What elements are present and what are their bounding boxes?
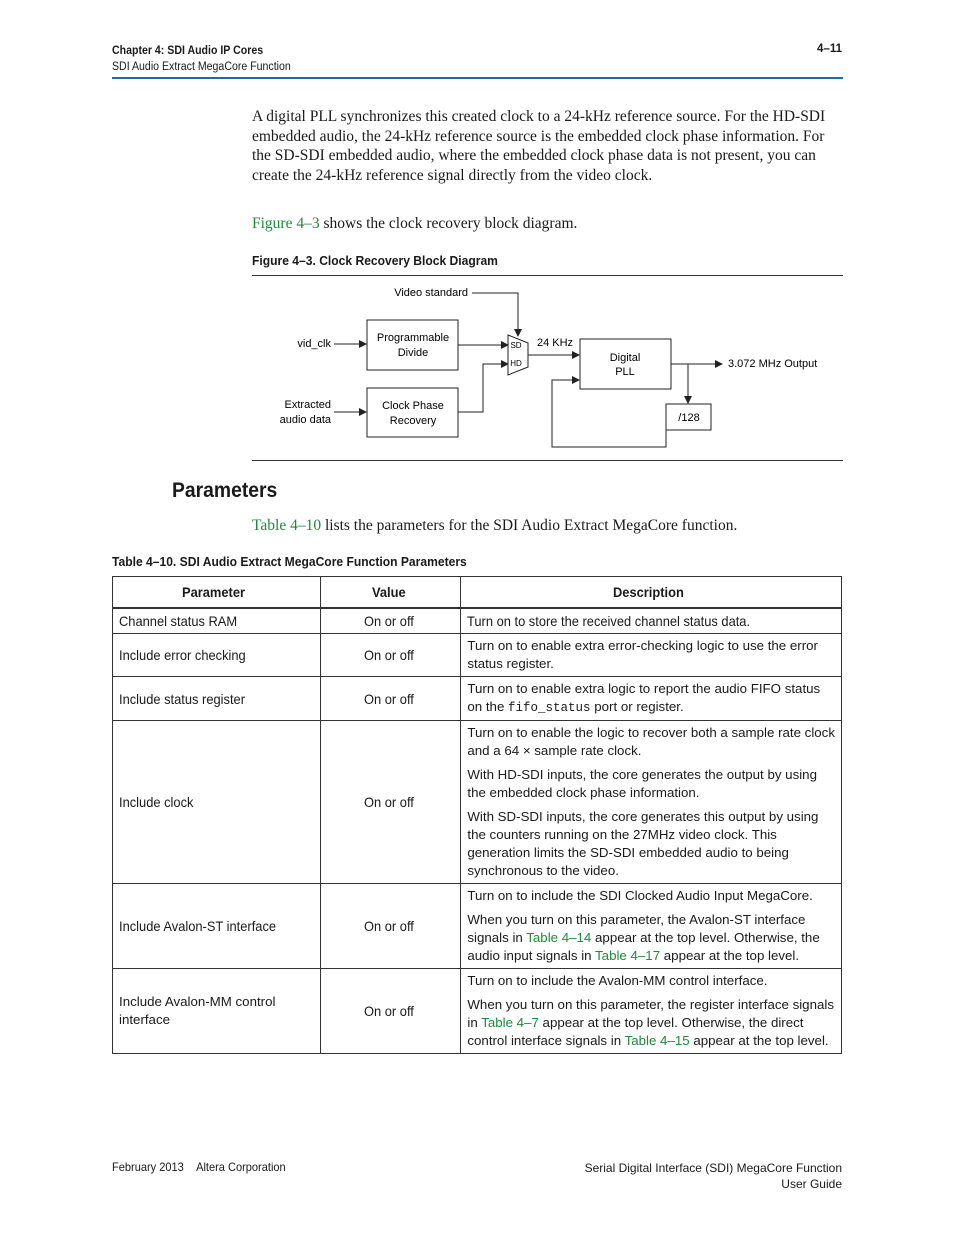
param-description: Turn on to enable extra error-checking logic to use the error status register. bbox=[461, 634, 842, 677]
parameters-heading: Parameters bbox=[172, 479, 278, 502]
vid-clk-label: vid_clk bbox=[297, 338, 331, 350]
footer-doc-type: User Guide bbox=[781, 1177, 842, 1191]
figure-caption: Figure 4–3. Clock Recovery Block Diagram bbox=[252, 253, 498, 268]
param-description: Turn on to store the received channel status data. bbox=[461, 608, 842, 634]
feedback-wire bbox=[552, 380, 666, 447]
fifo-status-code: fifo_status bbox=[508, 701, 591, 715]
table-header-row bbox=[113, 577, 842, 609]
video-standard-wire bbox=[472, 293, 518, 336]
footer-date: February 2013 bbox=[112, 1160, 184, 1174]
figure-reference-sentence: Figure 4–3 shows the clock recovery block diagram. bbox=[252, 215, 578, 232]
24khz-label: 24 KHz bbox=[536, 337, 574, 349]
param-name: Include Avalon-ST interface bbox=[113, 884, 321, 969]
param-name: Include clock bbox=[113, 721, 321, 884]
prog-divide-label-1: Programmable bbox=[376, 332, 450, 344]
col-header-parameter: Parameter bbox=[113, 577, 321, 609]
phase-to-mux-wire bbox=[458, 364, 508, 412]
programmable-divide-block bbox=[367, 320, 458, 370]
table-row bbox=[113, 884, 842, 969]
div128-label: /128 bbox=[678, 412, 700, 424]
clock-recovery-diagram bbox=[252, 276, 843, 460]
output-label: 3.072 MHz Output bbox=[728, 358, 818, 370]
clock-phase-label-1: Clock Phase bbox=[382, 400, 444, 412]
param-description: Turn on to enable extra logic to report the audio FIFO status on the fifo_status port or register. bbox=[461, 677, 842, 721]
table-4-7-link[interactable]: Table 4–7 bbox=[481, 1015, 539, 1030]
table-row bbox=[113, 608, 842, 634]
table-row bbox=[113, 677, 842, 721]
param-value: On or off bbox=[320, 608, 461, 634]
pll-label-1: Digital bbox=[609, 352, 641, 364]
parameters-intro: Table 4–10 lists the parameters for the SDI Audio Extract MegaCore function. bbox=[252, 517, 738, 534]
table-4-17-link[interactable]: Table 4–17 bbox=[595, 948, 661, 963]
param-value: On or off bbox=[320, 677, 461, 721]
header-rule bbox=[112, 77, 843, 79]
intro-paragraph: A digital PLL synchronizes this created clock to a 24-kHz reference source. For the HD-SDI embedded audio, the 24-kHz reference source is the embedded clock phase information. For the SD-SDI embedded audio, where the embedded clock phase data is not present, you can create the 24-kHz reference signal directly from the video clock. bbox=[252, 108, 826, 184]
param-value: On or off bbox=[320, 634, 461, 677]
footer-company: Altera Corporation bbox=[196, 1160, 286, 1174]
footer-right bbox=[585, 1160, 842, 1192]
mux-hd-label: HD bbox=[510, 359, 522, 368]
param-name: Include status register bbox=[113, 677, 321, 721]
extracted-label-2: audio data bbox=[279, 414, 331, 426]
pll-label-2: PLL bbox=[615, 366, 635, 378]
param-description: Turn on to include the Avalon-MM control interface. When you turn on this parameter, the register interface signals in Table 4–7 appear at the top level. Otherwise, the direct control interface signals in Table 4–15 appear at the top level. bbox=[461, 969, 842, 1054]
mux-sd-label: SD bbox=[510, 341, 522, 350]
footer-doc-title: Serial Digital Interface (SDI) MegaCore Function bbox=[584, 1161, 842, 1175]
footer-left bbox=[112, 1160, 286, 1174]
param-name: Include error checking bbox=[113, 634, 321, 677]
param-value: On or off bbox=[320, 884, 461, 969]
prog-divide-label-2: Divide bbox=[397, 347, 429, 359]
table-row bbox=[113, 634, 842, 677]
col-header-value: Value bbox=[320, 577, 461, 609]
table-caption: Table 4–10. SDI Audio Extract MegaCore Function Parameters bbox=[112, 554, 467, 569]
extracted-label-1: Extracted bbox=[284, 399, 331, 411]
parameters-table bbox=[112, 576, 842, 1054]
param-name: Channel status RAM bbox=[113, 608, 321, 634]
page-number: 4–11 bbox=[817, 43, 842, 55]
running-header bbox=[112, 43, 291, 75]
figure-bottom-rule bbox=[252, 460, 843, 461]
digital-pll-block bbox=[580, 339, 671, 389]
figure-link[interactable]: Figure 4–3 bbox=[252, 215, 320, 232]
table-row bbox=[113, 721, 842, 884]
param-value: On or off bbox=[320, 969, 461, 1054]
chapter-title: Chapter 4: SDI Audio IP Cores bbox=[112, 45, 264, 57]
param-description: Turn on to enable the logic to recover both a sample rate clock and a 64 × sample rate clock. With HD-SDI inputs, the core generates the output by using the embedded clock phase information. With SD-SDI inputs, the core generates this output by using the counters running on the 27MHz video clock. This generation limits the SD-SDI embedded audio to being synchronous to the video. bbox=[461, 721, 842, 884]
video-standard-label: Video standard bbox=[394, 287, 468, 299]
table-4-14-link[interactable]: Table 4–14 bbox=[526, 930, 592, 945]
param-description: Turn on to include the SDI Clocked Audio Input MegaCore. When you turn on this parameter, the Avalon-ST interface signals in Table 4–14 appear at the top level. Otherwise, the audio input signals in Table 4–17 appear at the top level. bbox=[461, 884, 842, 969]
section-title: SDI Audio Extract MegaCore Function bbox=[112, 61, 291, 73]
table-4-15-link[interactable]: Table 4–15 bbox=[624, 1033, 690, 1048]
table-row bbox=[113, 969, 842, 1054]
param-value: On or off bbox=[320, 721, 461, 884]
param-name: Include Avalon-MM control interface bbox=[113, 969, 321, 1054]
clock-phase-label-2: Recovery bbox=[389, 415, 437, 427]
clock-phase-recovery-block bbox=[367, 388, 458, 437]
table-link[interactable]: Table 4–10 bbox=[252, 517, 322, 534]
col-header-description: Description bbox=[461, 577, 842, 609]
